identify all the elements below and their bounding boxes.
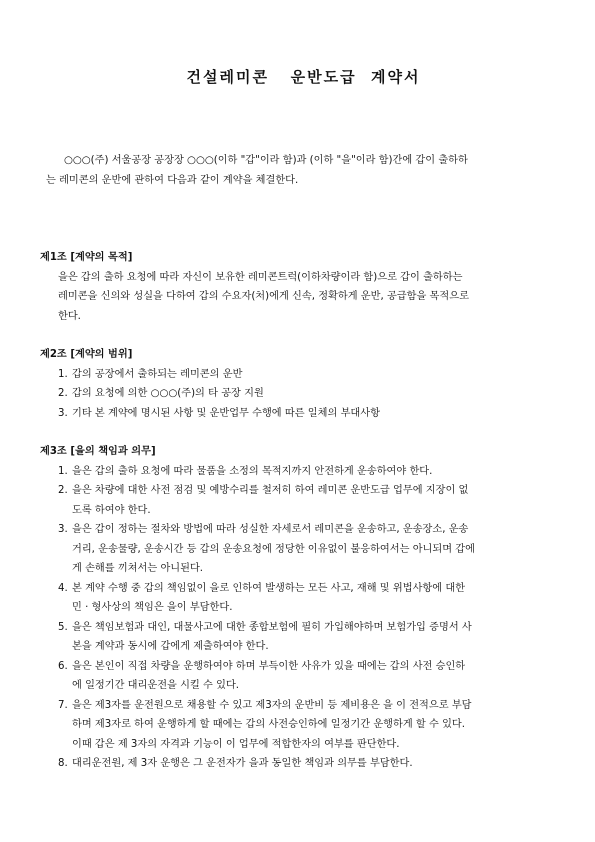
list-item [58,579,567,618]
article-2 [40,345,567,423]
item-line: 을은 책임보험과 대인, 대물사고에 대한 종합보험에 필히 가입해야하며 보험가입 증명서 사 [72,621,472,633]
item-line: 게 손해를 끼쳐서는 아니된다. [72,563,204,574]
item-number: 2. [58,485,68,496]
list-item [58,696,567,755]
intro-line: ○○○(주) 서울공장 공장장 ○○○(이하 "갑"이라 함)과 (이하 "을"이라 함)간에 갑이 출하하 [64,155,468,166]
list-item [58,404,567,424]
item-number: 1. [58,368,68,380]
item-line: 에 일정기간 대리운전을 시킬 수 있다. [72,680,240,691]
paragraph-line: 을은 갑의 출하 요청에 따라 자신이 보유한 레미콘트럭(이하차량이라 함)으로 갑이 출하하는 [58,271,463,283]
item-line: 기타 본 계약에 명시된 사항 및 운반업무 수행에 따른 일체의 부대사항 [72,407,380,419]
item-number: 6. [58,660,68,672]
paragraph-line: 한다. [58,310,81,322]
list-item [58,754,567,774]
item-number: 8. [58,758,68,769]
list-item [58,384,567,404]
intro-line: 는 레미콘의 운반에 관하여 다음과 같이 계약을 체결한다. [46,174,299,186]
item-line: 갑의 공장에서 출하되는 레미콘의 운반 [72,368,243,380]
article-heading: 제2조 [계약의 범위] [40,349,133,360]
item-line: 거리, 운송물량, 운송시간 등 갑의 운송요청에 정당한 이유없이 불응하여서는 아니되며 갑에 [72,543,475,555]
item-line: 을은 본인이 직접 차량을 운행하여야 하며 부득이한 사유가 있을 때에는 갑의 사전 승인하 [72,660,466,672]
item-line: 을은 차량에 대한 사전 점검 및 예방수리를 철저히 하여 레미콘 운반도급 업무에 지장이 없 [72,485,469,496]
article-heading: 제3조 [을의 책임과 의무] [40,446,156,457]
item-number: 3. [58,524,68,535]
list-item [58,657,567,696]
item-line: 하며 제3자로 하여 운행하게 할 때에는 갑의 사전승인하에 일정기간 운행하게 할 수 있다. [72,719,466,730]
list-item [58,481,567,520]
intro-paragraph [40,151,567,190]
item-line: 도록 하여야 한다. [72,504,151,516]
list-item [58,520,567,579]
item-line: 을은 제3자를 운전원으로 채용할 수 있고 제3자의 운반비 등 제비용은 을 이 전적으로 부담 [72,699,472,711]
article-item-list [40,462,567,774]
item-number: 3. [58,407,68,419]
item-line: 본 계약 수행 중 갑의 책임없이 을로 인하여 발생하는 모든 사고, 재해 및 위법사항에 대한 [72,582,466,594]
article-heading: 제1조 [계약의 목적] [40,252,133,263]
article-3 [40,442,567,774]
article-item-list [40,365,567,424]
item-line: 갑의 요청에 의한 ○○○(주)의 타 공장 지원 [72,388,264,399]
item-number: 5. [58,621,68,633]
item-line: 을은 갑이 정하는 절차와 방법에 따라 성실한 자세로서 레미콘을 운송하고, 운송장소, 운송 [72,524,469,535]
item-number: 1. [58,465,68,477]
list-item [58,462,567,482]
item-line: 대리운전원, 제 3자 운행은 그 운전자가 을과 동일한 책임과 의무를 부담한다. [72,758,413,769]
list-item [58,618,567,657]
item-number: 2. [58,388,68,399]
item-number: 4. [58,582,68,594]
paragraph-line: 레미콘을 신의와 성실을 다하여 갑의 수요자(처)에게 신속, 정확하게 운반, 공급함을 목적으로 [58,291,469,302]
document-title: 건설레미콘 운반도급 계약서 [186,68,421,86]
article-1 [40,248,567,326]
item-number: 7. [58,699,68,711]
item-line: 이때 갑은 제 3자의 자격과 기능이 이 업무에 적합한자의 여부를 판단한다. [72,738,400,750]
list-item [58,365,567,385]
item-line: 본을 계약과 동시에 갑에게 제출하여야 한다. [72,641,269,652]
item-line: 민 · 형사상의 책임은 을이 부담한다. [72,602,233,613]
item-line: 을은 갑의 출하 요청에 따라 물품을 소정의 목적지까지 안전하게 운송하여야 한다. [72,465,433,477]
article-paragraph [58,268,567,327]
